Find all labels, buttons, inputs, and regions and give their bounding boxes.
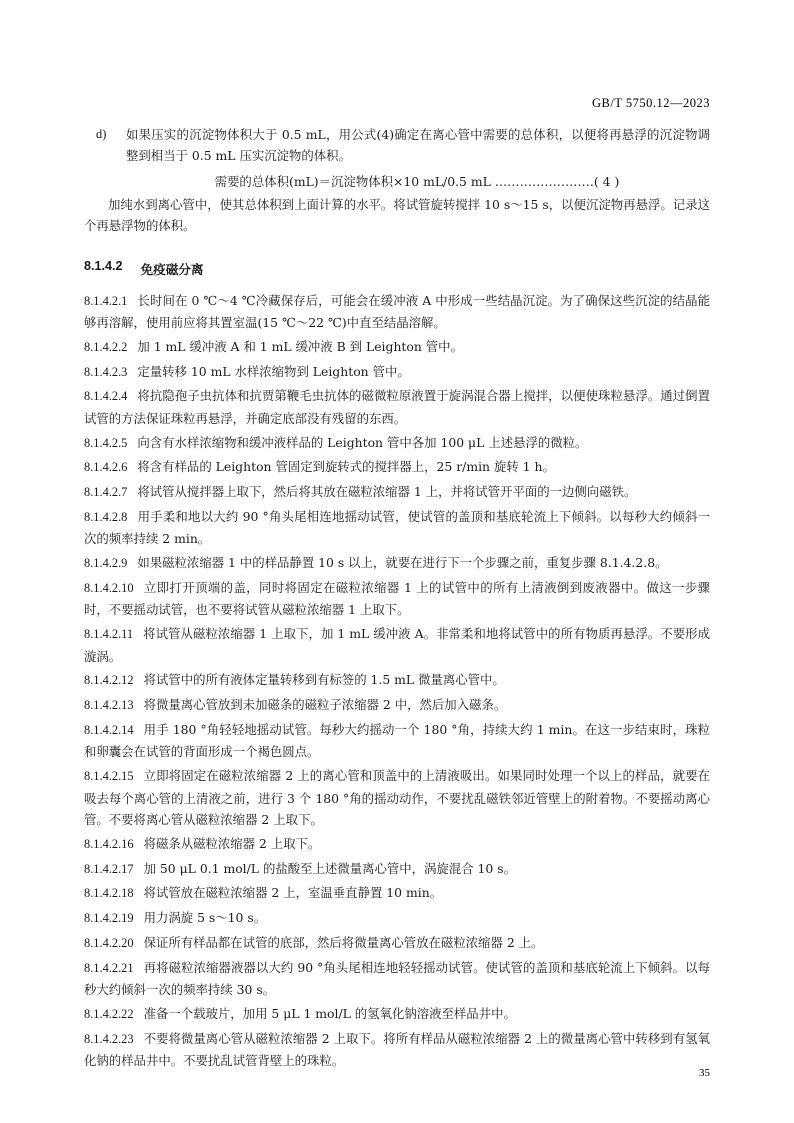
clause-text: 加 50 μL 0.1 mol/L 的盐酸至上述微量离心管中，涡旋混合 10 s。 [143,860,517,876]
clause-number: 8.1.4.2.10 [84,581,134,596]
clause-number: 8.1.4.2.18 [84,886,134,901]
clause-item [84,833,710,855]
clause-list [84,290,710,1072]
list-item-d [84,124,710,167]
clause-number: 8.1.4.2.8 [84,510,128,525]
clause-text: 再将磁粒浓缩器液器以大约 90 °角头尾相连地轻轻摇动试管。使试管的盖顶和基底轮流上下倾斜。以每秒大约倾斜一次的频率持续 30 s。 [84,959,710,998]
page-content [84,124,710,1074]
clause-item [84,432,710,454]
section-heading [84,259,710,278]
clause-item [84,882,710,904]
clause-text: 向含有水样浓缩物和缓冲液样品的 Leighton 管中各加 100 μL 上述悬浮的微粒。 [137,434,588,450]
clause-number: 8.1.4.2.13 [84,698,134,713]
clause-item [84,552,710,574]
clause-text: 不要将微量离心管从磁粒浓缩器 2 上取下。将所有样品从磁粒浓缩器 2 上的微量离心管中转移到有氢氧化钠的样品井中。不要扰乱试管背壁上的珠粒。 [84,1030,710,1069]
list-item-text: 如果压实的沉淀物体积大于 0.5 mL，用公式(4)确定在离心管中需要的总体积，以便将再悬浮的沉淀物调整到相当于 0.5 mL 压实沉淀物的体积。 [126,127,710,164]
clause-text: 保证所有样品都在试管的底部，然后将微量离心管放在磁粒浓缩器 2 上。 [143,935,544,950]
clause-item [84,932,710,954]
clause-number: 8.1.4.2.1 [84,293,128,308]
clause-number: 8.1.4.2.9 [84,556,128,571]
clause-number: 8.1.4.2.4 [84,389,128,404]
clause-number: 8.1.4.2.19 [84,911,134,926]
clause-text: 将含有样品的 Leighton 管固定到旋转式的搅拌器上，25 r/min 旋转 1 h。 [137,459,555,475]
clause-item [84,907,710,929]
clause-number: 8.1.4.2.22 [84,1006,134,1021]
clause-item [84,669,710,691]
clause-text: 将抗隐孢子虫抗体和抗贾第鞭毛虫抗体的磁微粒原液置于旋涡混合器上搅拌，以便使珠粒悬浮。通过倒置试管的方法保证珠粒再悬浮，并确定底部没有残留的东西。 [84,388,710,426]
clause-item [84,481,710,503]
clause-number: 8.1.4.2.16 [84,836,134,851]
clause-text: 用手柔和地以大约 90 °角头尾相连地摇动试管，使试管的盖顶和基底轮流上下倾斜。以每秒大约倾斜一次的频率持续 2 min。 [84,509,710,547]
clause-item [84,361,710,383]
list-item-body [126,124,710,167]
clause-number: 8.1.4.2.21 [84,960,134,975]
section-number: 8.1.4.2 [84,258,123,273]
clause-number: 8.1.4.2.11 [84,627,134,642]
clause-text: 用力涡旋 5 s～10 s。 [143,910,267,926]
clause-number: 8.1.4.2.15 [84,769,134,784]
clause-item [84,577,710,621]
clause-number: 8.1.4.2.2 [84,339,128,354]
clause-text: 将试管从磁粒浓缩器 1 上取下，加 1 mL 缓冲液 A。非常柔和地将试管中的所有物质再悬浮。不要形成漩涡。 [84,626,710,664]
clause-number: 8.1.4.2.23 [84,1031,134,1046]
clause-text: 将微量离心管放到未加磁条的磁粒子浓缩器 2 中，然后加入磁条。 [143,697,507,713]
clause-number: 8.1.4.2.12 [84,673,134,688]
clause-item [84,694,710,716]
paragraph-after-formula: 加纯水到离心管中，使其总体积到上面计算的水平。将试管旋转搅拌 10 s～15 s，以便沉淀物再悬浮。记录这个再悬浮物的体积。 [84,196,710,234]
clause-text: 立即将固定在磁粒浓缩器 2 上的离心管和顶盖中的上清液吸出。如果同时处理一个以上的样品，就要在吸去每个离心管的上清液之前，进行 3 个 180 °角的摇动动作，不要扰乱磁铁邻近管壁上的附着物。不要摇动离心管。不要将离心管从磁粒浓缩器 2 上取下。 [84,768,710,827]
standard-code: GB/T 5750.12—2023 [592,96,710,110]
clause-item [84,1028,710,1072]
clause-item [84,957,710,1001]
clause-text: 长时间在 0 ℃～4 ℃冷藏保存后，可能会在缓冲液 A 中形成一些结晶沉淀。为了确保这些沉淀的结晶能够再溶解，使用前应将其置室温(15 ℃～22 ℃)中直至结晶溶解。 [84,292,710,330]
clause-item [84,858,710,880]
clause-item [84,456,710,478]
formula-4: 需要的总体积(mL)＝沉淀物体积×10 mL/0.5 mL ……………………( 4 ) [214,173,620,189]
clause-item [84,719,710,763]
clause-number: 8.1.4.2.7 [84,485,128,500]
clause-number: 8.1.4.2.3 [84,364,128,379]
list-item-marker: d) [96,127,107,141]
clause-text: 准备一个载玻片，加用 5 μL 1 mol/L 的氢氧化钠溶液至样品井中。 [143,1005,516,1021]
clause-text: 如果磁粒浓缩器 1 中的样品静置 10 s 以上，就要在进行下一个步骤之前，重复步骤 8.1.4.2.8。 [137,555,668,571]
clause-text: 用手 180 °角轻轻地摇动试管。每秒大约摇动一个 180 °角，持续大约 1 min。在这一步结束时，珠粒和卵囊会在试管的背面形成一个褐色圆点。 [84,722,710,760]
clause-item [84,1003,710,1025]
clause-text: 定量转移 10 mL 水样浓缩物到 Leighton 管中。 [137,363,410,379]
clause-text: 立即打开顶端的盖，同时将固定在磁粒浓缩器 1 上的试管中的所有上清液倒到废液器中。做这一步骤时，不要摇动试管，也不要将试管从磁粒浓缩器 1 上取下。 [84,580,710,618]
clause-text: 将磁条从磁粒浓缩器 2 上取下。 [143,835,321,851]
clause-number: 8.1.4.2.5 [84,435,128,450]
clause-item [84,623,710,667]
page-header [592,96,710,111]
clause-text: 将试管从搅拌器上取下，然后将其放在磁粒浓缩器 1 上，并将试管开平面的一边侧向磁铁。 [137,484,637,500]
clause-item [84,385,710,429]
clause-text: 将试管放在磁粒浓缩器 2 上，室温垂直静置 10 min。 [143,885,443,901]
clause-item [84,290,710,334]
clause-text: 将试管中的所有液体定量转移到有标签的 1.5 mL 微量离心管中。 [143,672,505,688]
clause-item [84,765,710,830]
clause-number: 8.1.4.2.17 [84,861,134,876]
page-number: 35 [699,1067,710,1079]
section-title-text: 免疫磁分离 [140,262,204,277]
clause-item [84,506,710,550]
clause-number: 8.1.4.2.20 [84,936,134,950]
clause-item [84,336,710,358]
clause-number: 8.1.4.2.6 [84,460,128,475]
clause-text: 加 1 mL 缓冲液 A 和 1 mL 缓冲液 B 到 Leighton 管中。 [137,338,463,354]
page-footer [699,1067,710,1079]
clause-number: 8.1.4.2.14 [84,723,134,738]
